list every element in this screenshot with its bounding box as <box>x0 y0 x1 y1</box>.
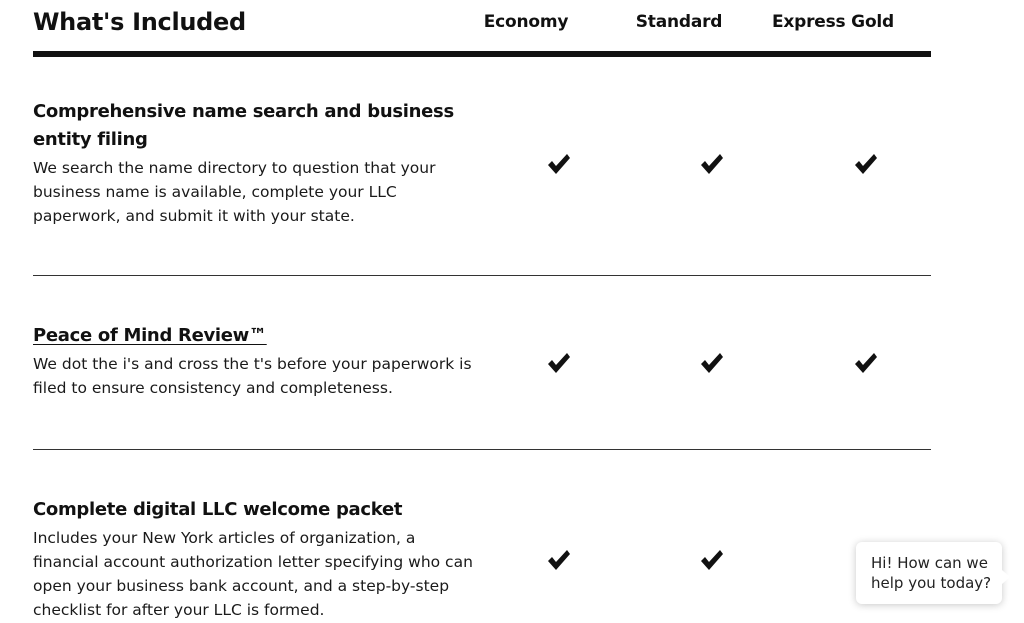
column-header-standard: Standard <box>635 12 723 32</box>
row-divider <box>33 275 931 276</box>
feature-title: Complete digital LLC welcome packet <box>33 499 403 520</box>
chat-widget-bubble[interactable] <box>856 542 1002 604</box>
peace-of-mind-review-link[interactable]: Peace of Mind Review™ <box>33 325 267 346</box>
feature-description: We dot the i's and cross the t's before your paperwork is filed to ensure consistency and completeness. <box>33 355 472 397</box>
checkmark-icon <box>484 352 634 378</box>
feature-title: Comprehensive name search and business entity filing <box>33 101 454 150</box>
row-divider <box>33 449 931 450</box>
column-header-express-gold: Express Gold <box>771 12 895 32</box>
checkmark-icon <box>637 352 787 378</box>
feature-description: We search the name directory to question that your business name is available, complete your LLC paperwork, and submit it with your state. <box>33 159 436 225</box>
feature-description: Includes your New York articles of organization, a financial account authorization letter specifying who can open your business bank account, and a step-by-step checklist for after your LLC is formed. <box>33 529 473 619</box>
checkmark-icon <box>791 352 941 378</box>
checkmark-icon <box>791 153 941 179</box>
checkmark-icon <box>484 153 634 179</box>
checkmark-icon <box>484 549 634 575</box>
feature-row-welcome-packet <box>33 496 931 622</box>
checkmark-icon <box>637 549 787 575</box>
section-title: What's Included <box>33 8 246 36</box>
chat-greeting: Hi! How can we help you today? <box>871 554 992 592</box>
header-divider <box>33 51 931 57</box>
checkmark-icon <box>637 153 787 179</box>
column-header-economy: Economy <box>483 12 569 32</box>
